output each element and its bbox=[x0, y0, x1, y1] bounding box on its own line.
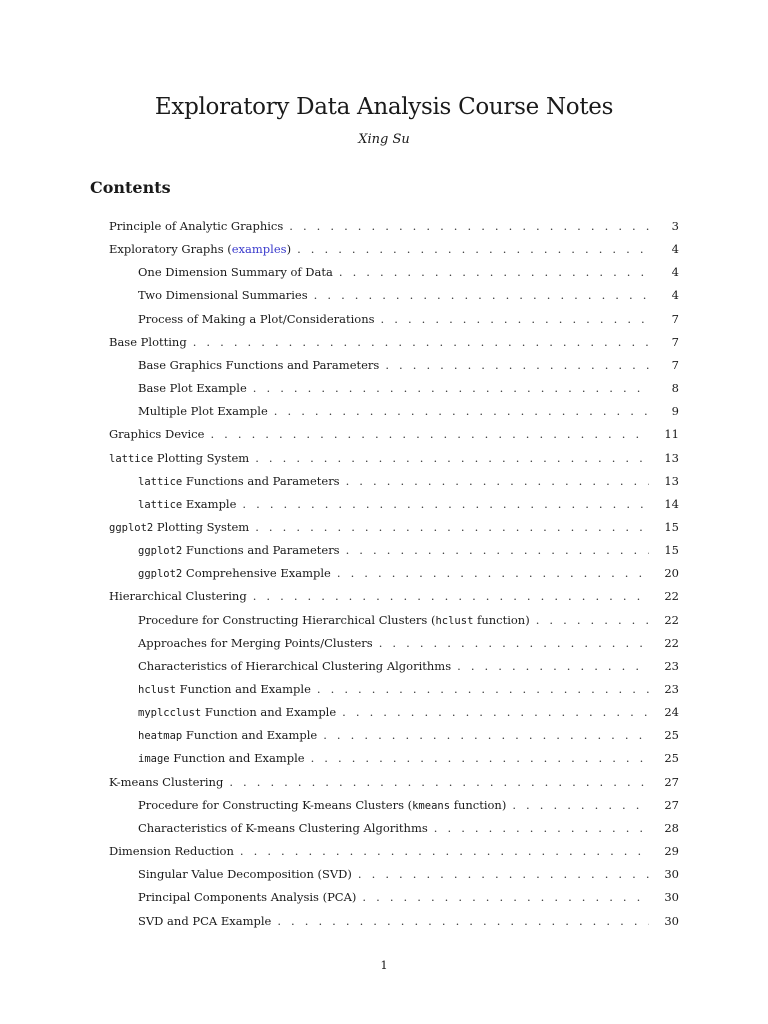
toc-entry-page: 22 bbox=[664, 589, 679, 604]
toc-entry[interactable] bbox=[138, 867, 679, 885]
toc-entry-title bbox=[138, 265, 333, 279]
toc-entry-leader bbox=[362, 890, 649, 904]
toc-entry-title bbox=[109, 427, 204, 441]
toc-entry-code: ggplot2 bbox=[109, 521, 154, 534]
toc-entry-page: 27 bbox=[664, 774, 679, 789]
toc-entry-leader bbox=[240, 844, 649, 858]
toc-entry-code: lattice bbox=[138, 498, 183, 511]
toc-entry-text: Characteristics of K-means Clustering Algorithms bbox=[138, 820, 428, 835]
toc-entry-title bbox=[138, 914, 271, 928]
toc-entry[interactable] bbox=[138, 705, 679, 723]
toc-entry-text: Hierarchical Clustering bbox=[109, 589, 247, 604]
toc-entry-title bbox=[138, 636, 373, 650]
toc-entry-title bbox=[138, 682, 311, 696]
toc-entry-title bbox=[138, 543, 340, 557]
toc-entry-text: Process of Making a Plot/Considerations bbox=[138, 311, 375, 326]
toc-entry[interactable] bbox=[138, 798, 679, 816]
toc-entry[interactable] bbox=[109, 242, 679, 260]
toc-entry-leader bbox=[242, 497, 649, 511]
toc-entry-page: 3 bbox=[671, 219, 679, 233]
toc-entry-page: 30 bbox=[664, 890, 679, 905]
toc-entry-page: 4 bbox=[671, 242, 679, 257]
toc-entry-leader bbox=[358, 867, 649, 881]
toc-entry[interactable] bbox=[138, 682, 679, 700]
toc-entry-code: heatmap bbox=[138, 730, 183, 743]
toc-entry[interactable] bbox=[109, 775, 679, 793]
toc-entry-title bbox=[109, 335, 187, 349]
toc-entry-page: 25 bbox=[664, 751, 679, 766]
toc-entry-code: kmeans bbox=[412, 799, 451, 812]
toc-entry-title bbox=[138, 867, 352, 881]
toc-entry-text: One Dimension Summary of Data bbox=[138, 265, 333, 280]
toc-entry-leader bbox=[210, 427, 649, 441]
toc-entry-leader bbox=[314, 288, 649, 302]
toc-entry-link[interactable]: examples bbox=[231, 242, 287, 257]
toc-entry-title bbox=[109, 219, 283, 233]
toc-entry[interactable] bbox=[138, 914, 679, 932]
toc-entry-text: Base Plot Example bbox=[138, 381, 247, 396]
toc-entry-leader bbox=[255, 451, 649, 465]
toc-entry-title bbox=[138, 566, 331, 580]
toc-entry[interactable] bbox=[109, 335, 679, 353]
toc-entry-text: Function and Example bbox=[201, 705, 337, 720]
toc-entry-title bbox=[138, 497, 236, 511]
toc-entry[interactable] bbox=[109, 520, 679, 538]
toc-entry[interactable] bbox=[138, 381, 679, 399]
toc-entry-title bbox=[109, 451, 249, 465]
toc-entry-page: 28 bbox=[664, 820, 679, 835]
toc-entry-page: 29 bbox=[664, 844, 679, 859]
toc-entry-title bbox=[138, 798, 506, 812]
toc-entry-text: function) bbox=[450, 797, 507, 812]
toc-entry[interactable] bbox=[138, 497, 679, 515]
toc-entry-leader bbox=[311, 751, 649, 765]
toc-entry-leader bbox=[274, 404, 649, 418]
toc-entry-leader bbox=[385, 358, 649, 372]
toc-entry-leader bbox=[346, 474, 649, 488]
toc-entry-text: Characteristics of Hierarchical Clustering Algorithms bbox=[138, 658, 452, 673]
toc-entry-page: 9 bbox=[671, 404, 679, 419]
toc-entry-text: Dimension Reduction bbox=[109, 844, 234, 859]
toc-entry[interactable] bbox=[138, 751, 679, 769]
toc-entry[interactable] bbox=[109, 451, 679, 469]
toc-entry[interactable] bbox=[138, 636, 679, 654]
toc-entry[interactable] bbox=[138, 728, 679, 746]
toc-entry-title bbox=[138, 381, 247, 395]
toc-entry[interactable] bbox=[138, 312, 679, 330]
toc-entry-text: Procedure for Constructing Hierarchical Clusters ( bbox=[138, 612, 436, 627]
toc-entry-leader bbox=[457, 659, 649, 673]
toc-entry-title bbox=[138, 404, 268, 418]
toc-entry-leader bbox=[536, 613, 649, 627]
page-number: 1 bbox=[380, 958, 388, 972]
toc-entry-page: 4 bbox=[671, 288, 679, 303]
toc-entry-leader bbox=[434, 821, 649, 835]
toc-entry-code: myplcclust bbox=[138, 707, 202, 720]
toc-entry-page: 14 bbox=[664, 496, 679, 511]
toc-entry-text: Plotting System bbox=[153, 450, 250, 465]
toc-entry-text: Graphics Device bbox=[109, 427, 205, 442]
toc-entry-leader bbox=[346, 543, 649, 557]
toc-entry-page: 30 bbox=[664, 867, 679, 882]
toc-entry-title bbox=[138, 728, 317, 742]
toc-entry-title bbox=[109, 242, 291, 256]
toc-entry-page: 25 bbox=[664, 728, 679, 743]
toc-entry-page: 24 bbox=[664, 705, 679, 720]
toc-entry-leader bbox=[317, 682, 649, 696]
toc-entry-title bbox=[138, 474, 340, 488]
toc-entry-leader bbox=[297, 242, 649, 256]
toc-entry[interactable] bbox=[138, 404, 679, 422]
toc-entry[interactable] bbox=[138, 821, 679, 839]
toc-entry-text: Exploratory Graphs ( bbox=[109, 242, 232, 257]
toc-entry-text: Two Dimensional Summaries bbox=[138, 288, 308, 303]
toc-entry[interactable] bbox=[109, 844, 679, 862]
toc-entry-page: 15 bbox=[664, 543, 679, 558]
toc-entry-page: 27 bbox=[664, 797, 679, 812]
toc-entry-title bbox=[138, 751, 305, 765]
toc-entry[interactable] bbox=[138, 566, 679, 584]
toc-entry-title bbox=[138, 821, 428, 835]
toc-entry-leader bbox=[342, 705, 649, 719]
toc-entry-page: 23 bbox=[664, 682, 679, 696]
toc-entry-leader bbox=[379, 636, 649, 650]
toc-entry-text: Example bbox=[182, 496, 237, 511]
toc-entry-title bbox=[138, 705, 336, 719]
toc-entry-title bbox=[109, 520, 249, 534]
toc-entry[interactable] bbox=[138, 358, 679, 376]
toc-entry-leader bbox=[229, 775, 649, 789]
toc-entry[interactable] bbox=[138, 543, 679, 561]
toc-entry-page: 7 bbox=[671, 334, 679, 349]
toc-entry-text: K-means Clustering bbox=[109, 774, 224, 789]
toc-entry[interactable] bbox=[138, 288, 679, 306]
toc-entry-page: 13 bbox=[664, 473, 679, 488]
toc-entry-page: 20 bbox=[664, 566, 679, 581]
toc-entry[interactable] bbox=[138, 613, 679, 631]
toc-entry-text: Function and Example bbox=[169, 751, 305, 766]
toc-entry-leader bbox=[193, 335, 649, 349]
toc-entry-leader bbox=[323, 728, 649, 742]
toc-entry-text: Principal Components Analysis (PCA) bbox=[138, 890, 357, 905]
toc-entry-leader bbox=[253, 589, 649, 603]
toc-entry-page: 30 bbox=[664, 913, 679, 928]
toc-entry-text: Function and Example bbox=[182, 728, 318, 743]
toc-entry-code: ggplot2 bbox=[138, 568, 183, 581]
toc-entry-text: Base Plotting bbox=[109, 334, 187, 349]
toc-entry-leader bbox=[255, 520, 649, 534]
toc-entry-page: 4 bbox=[671, 265, 679, 280]
toc-entry-text: function) bbox=[473, 612, 530, 627]
toc-entry-leader bbox=[381, 312, 649, 326]
toc-entry[interactable] bbox=[109, 219, 679, 237]
toc-entry-title bbox=[138, 358, 379, 372]
toc-entry-title bbox=[138, 288, 308, 302]
toc-entry-text: Singular Value Decomposition (SVD) bbox=[138, 867, 352, 882]
toc-entry-text: Functions and Parameters bbox=[182, 543, 340, 558]
toc-entry-title bbox=[109, 775, 223, 789]
toc-entry[interactable] bbox=[138, 659, 679, 677]
toc-entry-title bbox=[138, 613, 530, 627]
toc-entry-title bbox=[138, 890, 356, 904]
toc-entry-leader bbox=[253, 381, 649, 395]
toc-entry[interactable] bbox=[138, 265, 679, 283]
toc-entry-text: Approaches for Merging Points/Clusters bbox=[138, 635, 373, 650]
toc-entry-page: 7 bbox=[671, 357, 679, 372]
toc-entry-page: 8 bbox=[671, 381, 679, 396]
toc-entry-code: ggplot2 bbox=[138, 545, 183, 558]
toc-entry-title bbox=[138, 312, 375, 326]
document-title: Exploratory Data Analysis Course Notes bbox=[154, 94, 614, 120]
toc-entry-text: Principle of Analytic Graphics bbox=[109, 219, 284, 233]
toc-entry-page: 11 bbox=[664, 427, 679, 442]
toc-entry-page: 15 bbox=[664, 519, 679, 534]
toc-entry-text: Function and Example bbox=[175, 682, 311, 696]
toc-entry-code: lattice bbox=[109, 452, 154, 465]
toc-entry-page: 23 bbox=[664, 658, 679, 673]
toc-entry-page: 13 bbox=[664, 450, 679, 465]
toc-entry[interactable] bbox=[138, 890, 679, 908]
toc-entry-leader bbox=[512, 798, 649, 812]
toc-entry-code: image bbox=[138, 753, 170, 766]
toc-entry-text: Functions and Parameters bbox=[182, 473, 340, 488]
toc-entry-code: hclust bbox=[138, 684, 176, 696]
toc-entry-text: Procedure for Constructing K-means Clusters ( bbox=[138, 797, 413, 812]
toc-entry-page: 22 bbox=[664, 635, 679, 650]
toc-entry-title bbox=[109, 589, 247, 603]
toc-entry-title bbox=[138, 659, 451, 673]
toc-entry-text: Multiple Plot Example bbox=[138, 404, 268, 419]
toc-entry-page: 22 bbox=[664, 612, 679, 627]
toc-entry-text: Comprehensive Example bbox=[182, 566, 331, 581]
contents-heading: Contents bbox=[90, 178, 171, 197]
toc-entry[interactable] bbox=[109, 589, 679, 607]
toc-entry-code: lattice bbox=[138, 475, 183, 488]
toc-entry[interactable] bbox=[138, 474, 679, 492]
document-author: Xing Su bbox=[358, 132, 410, 147]
toc-entry-leader bbox=[277, 914, 649, 928]
toc-entry-text: SVD and PCA Example bbox=[138, 913, 272, 928]
toc-entry-code: hclust bbox=[435, 614, 474, 627]
toc-entry-text: Plotting System bbox=[153, 519, 250, 534]
toc-entry-leader bbox=[289, 219, 649, 233]
toc-entry[interactable] bbox=[109, 427, 679, 445]
toc-entry-title bbox=[109, 844, 234, 858]
toc-entry-leader bbox=[337, 566, 649, 580]
toc-entry-text: ) bbox=[286, 242, 292, 257]
toc-entry-page: 7 bbox=[671, 311, 679, 326]
toc-entry-text: Base Graphics Functions and Parameters bbox=[138, 357, 380, 372]
toc-entry-leader bbox=[339, 265, 649, 279]
